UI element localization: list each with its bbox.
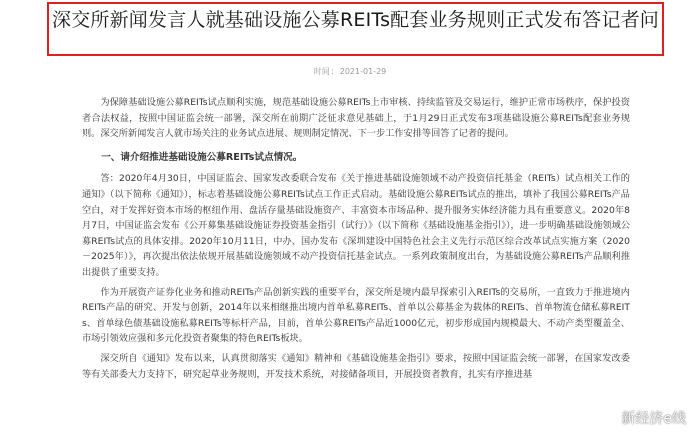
- article-body: [82, 95, 630, 382]
- watermark-text: 新经济e线: [621, 411, 686, 427]
- page-title: 深交所新闻发言人就基础设施公募REITs配套业务规则正式发布答记者问: [52, 9, 659, 31]
- meta-separator: ：: [330, 67, 339, 76]
- answer-paragraph: 答：2020年4月30日，中国证监会、国家发改委联合发布《关于推进基础设施领域不动产投资信托基金（REITs）试点相关工作的通知》（以下简称《通知》），标志着基础设施公募REITs试点工作正式启动。基础设施公募REITs试点的推出，填补了我国公募REITs产品空白，对于发挥好资本市场的枢纽作用、盘活存量基础设施资产、丰富资本市场品种、提升服务实体经济能力具有重要意义。2020年8月7日，中国证监会发布《公开募集基础设施证券投资基金指引（试行）》（以下简称《基础设施基金指引》），进一步明确基础设施领域公募REITs试点的具体安排。2020年10月11日，中办、国办发布《深圳建设中国特色社会主义先行示范区综合改革试点实施方案（2020－2025年）》，再次提出依法依规开展基础设施领域不动产投资信托基金试点。一系列政策制度出台，为基础设施公募REITs产品顺利推出提供了重要支持。: [82, 173, 630, 278]
- body-paragraph: 作为开展资产证券化业务和推动REITs产品创新实践的重要平台，深交所是境内最早探索引入REITs的交易所，一直致力于推进境内REITs产品的研究、开发与创新，2014年以来相继推出境内首单私募REITs、首单以公募基金为载体的REITs、首单物流仓储私募REITs、首单绿色债基础设施私募REITs等标杆产品，目前，首单公募REITs产品近1000亿元，初步形成国内规模最大、不动产类型覆盖全、市场引领效应强和多元化投资者聚集的特色REITs板块。: [82, 286, 630, 345]
- source-watermark: [593, 408, 686, 428]
- wechat-logo-icon: [593, 408, 617, 428]
- publish-date: 2021-01-29: [339, 67, 387, 76]
- body-paragraph: 深交所自《通知》发布以来，认真贯彻落实《通知》精神和《基础设施基金指引》要求，按照中国证监会统一部署，在国家发改委等有关部委大力支持下，研究起草业务规则，开发技术系统，对接储备项目，开展投资者教育，扎实有序推进基: [82, 352, 630, 380]
- section-heading: 一、请介绍推进基础设施公募REITs试点情况。: [101, 151, 303, 163]
- publish-meta: [0, 66, 700, 77]
- intro-paragraph: 为保障基础设施公募REITs试点顺利实施，规范基础设施公募REITs上市审核、持续监管及交易运行，维护正常市场秩序，保护投资者合法权益，按照中国证监会统一部署，深交所在前期广泛征求意见基础上，于1月29日正式发布3项基础设施公募REITs配套业务规则。深交所新闻发言人就市场关注的业务试点进展、规则制定情况、下一步工作安排等回答了记者的提问。: [82, 97, 630, 140]
- meta-label: 时间: [313, 67, 330, 76]
- headline-box: [47, 2, 664, 56]
